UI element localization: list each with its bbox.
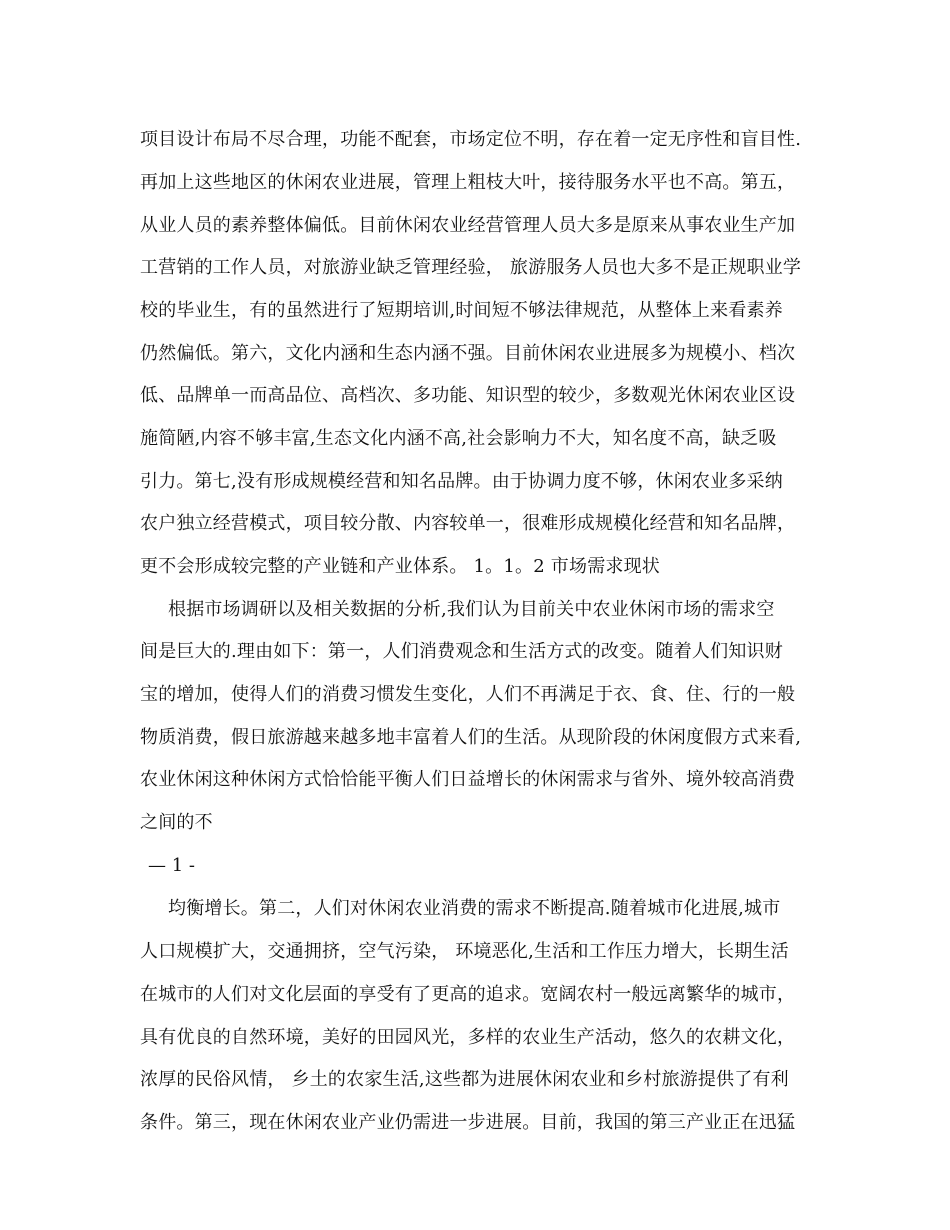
text-line-16: 农业休闲这种休闲方式恰恰能平衡人们日益增长的休闲需求与省外、境外较高消费 [140, 769, 796, 790]
text-line-17: 之间的不 [140, 812, 213, 833]
text-line-12: 根据市场调研以及相关数据的分析,我们认为目前关中农业休闲市场的需求空 [168, 599, 775, 620]
text-line-18: 均衡增长。第二，人们对休闲农业消费的需求不断提高.随着城市化进展,城市 [168, 898, 781, 919]
text-line-20: 在城市的人们对文化层面的享受有了更高的追求。宽阔农村一般远离繁华的城市， [140, 984, 796, 1005]
text-line-19: 人口规模扩大，交通拥挤，空气污染， 环境恶化,生活和工作压力增大，长期生活 [140, 941, 789, 962]
text-line-4: 工营销的工作人员，对旅游业缺乏管理经验， 旅游服务人员也大多不是正规职业学 [140, 257, 802, 278]
text-line-3: 从业人员的素养整体偏低。目前休闲农业经营管理人员大多是原来从事农业生产加 [140, 215, 796, 236]
text-line-6: 仍然偏低。第六，文化内涵和生态内涵不强。目前休闲农业进展多为规模小、档次 [140, 343, 796, 364]
text-line-8: 施简陋,内容不够丰富,生态文化内涵不高,社会影响力不大，知名度不高，缺乏吸 [140, 428, 777, 449]
text-line-7: 低、品牌单一而高品位、高档次、多功能、知识型的较少，多数观光休闲农业区设 [140, 385, 796, 406]
text-line-1: 项目设计布局不尽合理，功能不配套，市场定位不明，存在着一定无序性和盲目性. [140, 129, 802, 150]
text-line-2: 再加上这些地区的休闲农业进展，管理上粗枝大叶，接待服务水平也不高。第五， [140, 172, 796, 193]
text-line-11: 更不会形成较完整的产业链和产业体系。 1。1。2 市场需求现状 [140, 556, 660, 577]
text-line-21: 具有优良的自然环境，美好的田园风光，多样的农业生产活动，悠久的农耕文化， [140, 1027, 796, 1048]
page-number: — 1 - [148, 855, 195, 876]
text-line-13: 间是巨大的.理由如下：第一，人们消费观念和生活方式的改变。随着人们知识财 [140, 641, 783, 662]
text-line-5: 校的毕业生，有的虽然进行了短期培训,时间短不够法律规范，从整体上来看素养 [140, 300, 783, 321]
text-line-9: 引力。第七,没有形成规模经营和知名品牌。由于协调力度不够，休闲农业多采纳 [140, 471, 783, 492]
text-line-10: 农户独立经营模式，项目较分散、内容较单一，很难形成规模化经营和知名品牌， [140, 513, 796, 534]
text-line-14: 宝的增加，使得人们的消费习惯发生变化，人们不再满足于衣、食、住、行的一般 [140, 684, 796, 705]
text-line-22: 浓厚的民俗风情， 乡土的农家生活,这些都为进展休闲农业和乡村旅游提供了有利 [140, 1069, 789, 1090]
text-line-15: 物质消费，假日旅游越来越多地丰富着人们的生活。从现阶段的休闲度假方式来看, [140, 727, 802, 748]
text-line-23: 条件。第三，现在休闲农业产业仍需进一步进展。目前，我国的第三产业正在迅猛 [140, 1112, 796, 1133]
